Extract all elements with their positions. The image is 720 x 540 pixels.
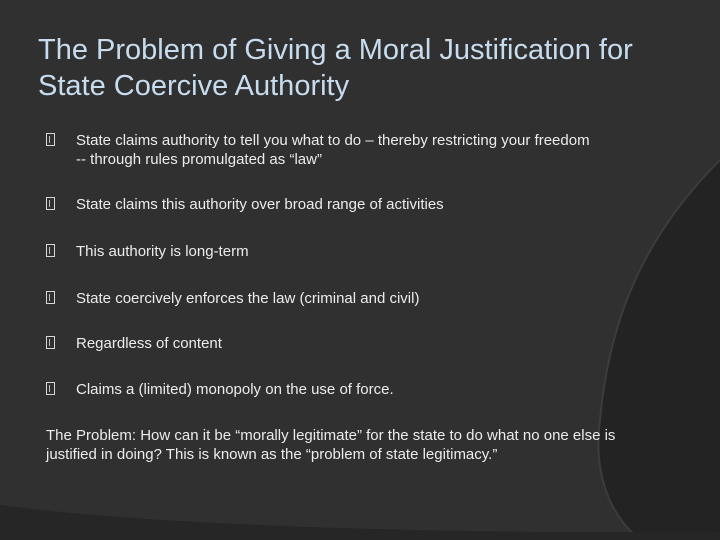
missing-glyph-icon xyxy=(46,244,55,257)
bullet-text: State claims this authority over broad range of activities xyxy=(76,196,444,213)
missing-glyph-icon xyxy=(46,336,55,349)
bullet-text: This authority is long-term xyxy=(76,243,249,260)
bullet-text: Claims a (limited) monopoly on the use of force. xyxy=(76,381,394,398)
missing-glyph-icon xyxy=(46,133,55,146)
missing-glyph-icon xyxy=(46,197,55,210)
bullet-text: State coercively enforces the law (criminal and civil) xyxy=(76,290,420,307)
slide-title: The Problem of Giving a Moral Justification for State Coercive Authority xyxy=(38,34,633,102)
bullet-text: Regardless of content xyxy=(76,335,222,352)
missing-glyph-icon xyxy=(46,382,55,395)
problem-statement: The Problem: How can it be “morally legitimate” for the state to do what no one else is justified in doing? This is known as the “problem of state legitimacy.” xyxy=(46,427,616,463)
bullet-text: State claims authority to tell you what to do – thereby restricting your freedom -- through rules promulgated as “law” xyxy=(76,132,590,168)
missing-glyph-icon xyxy=(46,291,55,304)
